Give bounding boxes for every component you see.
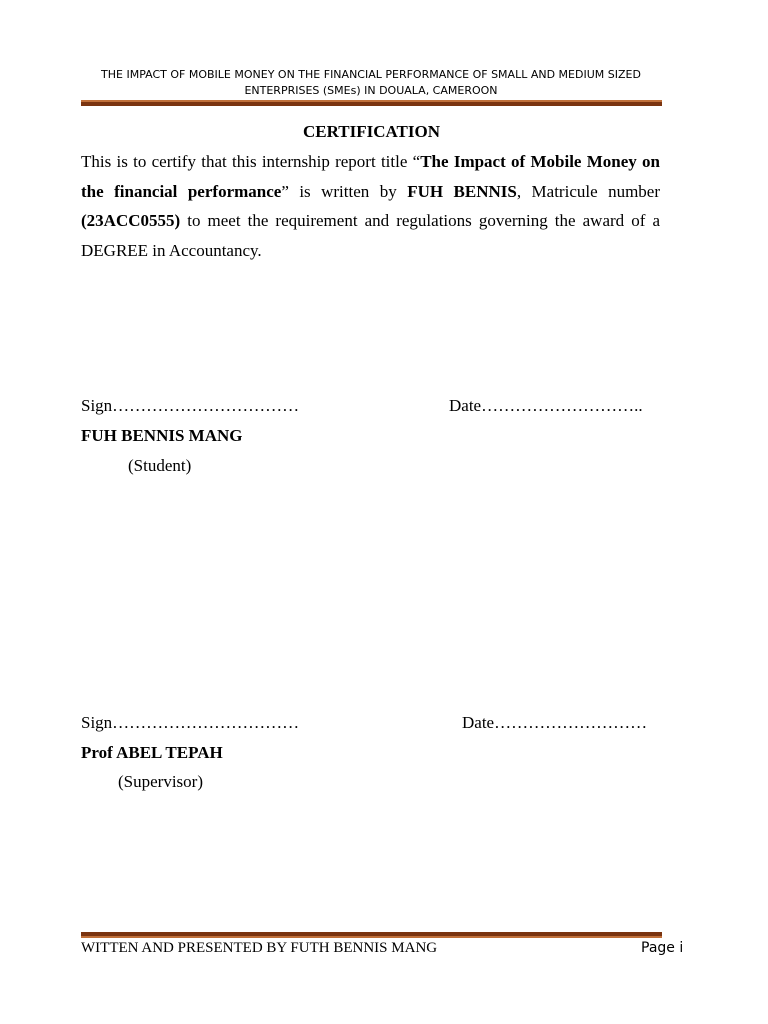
header-line-1: THE IMPACT OF MOBILE MONEY ON THE FINANCIAL PERFORMANCE OF SMALL AND MEDIUM SIZED	[101, 68, 641, 81]
report-title-bold: The Impact of Mobile Money on the financial performance	[81, 152, 661, 201]
supervisor-sign-line: Sign……………………………	[81, 713, 300, 732]
supervisor-date-line: Date………………………	[462, 713, 648, 732]
footer-rule-thin	[81, 936, 662, 938]
para-text-1: This is to certify that this internship report title “	[81, 152, 421, 171]
page-title: CERTIFICATION	[303, 122, 440, 141]
supervisor-role: (Supervisor)	[118, 772, 203, 791]
running-header	[80, 67, 662, 99]
student-date-line: Date………………………..	[449, 396, 643, 415]
para-text-4: to meet the requirement and regulations governing the award of a DEGREE in Accountancy.	[81, 211, 660, 260]
page-number: Page i	[641, 940, 684, 956]
header-rule-thick	[81, 102, 662, 106]
supervisor-name: Prof ABEL TEPAH	[81, 743, 223, 762]
student-role: (Student)	[128, 456, 192, 475]
footer-text: WITTEN AND PRESENTED BY FUTH BENNIS MANG	[81, 940, 438, 956]
student-name-bold: FUH BENNIS	[407, 181, 517, 201]
para-text-3: , Matricule number	[516, 181, 661, 201]
student-sign-line: Sign……………………………	[81, 396, 300, 415]
certification-paragraph	[81, 147, 660, 265]
student-name: FUH BENNIS MANG	[81, 426, 243, 445]
para-text-2: ” is written by	[281, 181, 408, 201]
header-line-2: ENTERPRISES (SMEs) IN DOUALA, CAMEROON	[244, 84, 498, 97]
matricule-bold: (23ACC0555)	[81, 211, 181, 230]
